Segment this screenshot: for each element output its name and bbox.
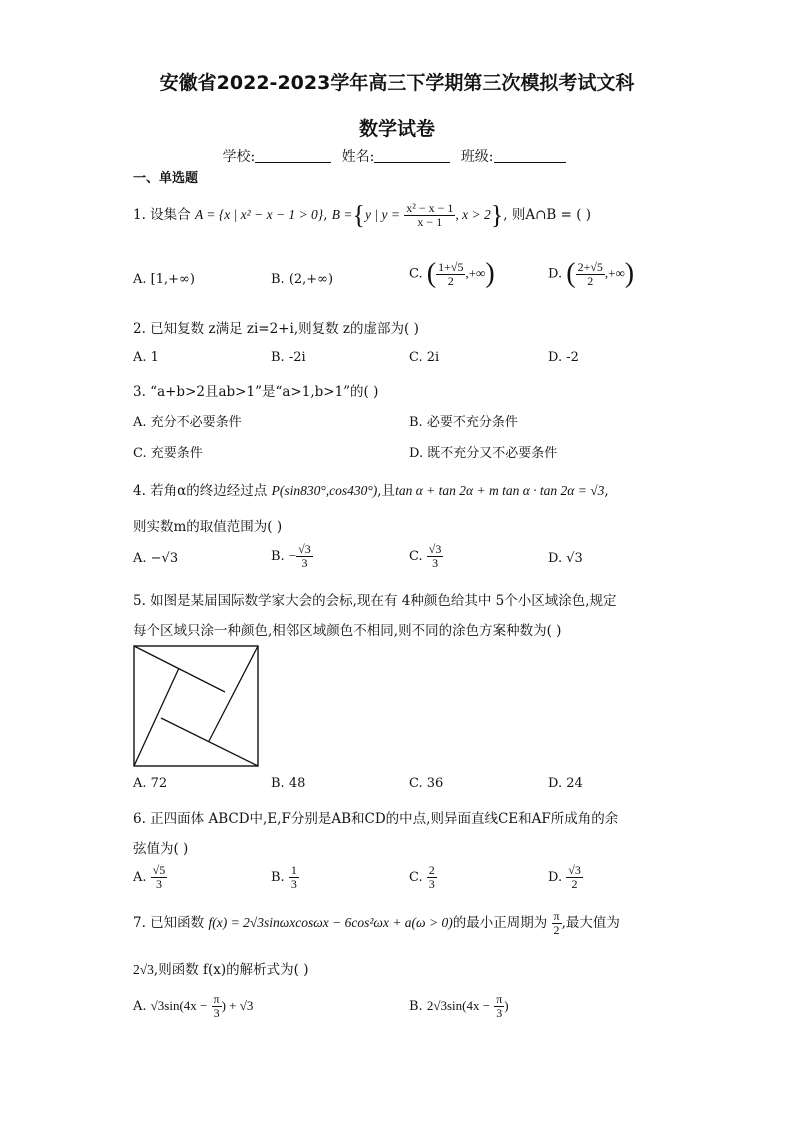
- q6-opt-c-num: 2: [428, 863, 435, 877]
- school-blank[interactable]: [255, 148, 331, 163]
- name-blank[interactable]: [374, 148, 450, 163]
- q1-opt-c-tail: ,+∞: [465, 265, 486, 281]
- q6-opt-d-num: √3: [568, 863, 581, 877]
- q7-opt-b-post: ): [504, 998, 509, 1013]
- q2-option-d[interactable]: D. -2: [548, 350, 579, 365]
- q3-option-a[interactable]: A. 充分不必要条件: [133, 415, 242, 430]
- q4-option-d[interactable]: D. √3: [548, 551, 583, 566]
- school-label: 学校:: [222, 149, 256, 165]
- q1-opt-d-num: 2+√5: [577, 259, 603, 274]
- q7-max-value: 2√3: [133, 962, 154, 977]
- q7-line-2-text: ,则函数 f(x)的解析式为( ): [153, 962, 309, 978]
- q7-opt-a-frac: [212, 993, 222, 1020]
- q6-opt-a-den: 3: [155, 877, 162, 891]
- q7-period-num: π: [553, 909, 560, 923]
- emblem-line-bottom: [161, 718, 258, 766]
- q1-opt-c-num: 1+√5: [438, 259, 464, 274]
- q7-opt-b-num: π: [496, 992, 503, 1006]
- q1-opt-d-den: 2: [587, 273, 594, 288]
- q6-opt-c-frac: [427, 864, 437, 891]
- q7-period-den: 2: [553, 923, 560, 937]
- q7-opt-b-label: B.: [409, 999, 423, 1014]
- q7-opt-a-num: π: [213, 992, 220, 1006]
- q7-opt-a-post: ) + √3: [221, 998, 254, 1013]
- question-5-line-1: 5. 如图是某届国际数学家大会的会标,现在有 4种颜色给其中 5个小区域涂色,规定: [133, 593, 617, 609]
- emblem-line-left: [134, 668, 179, 766]
- q5-option-c[interactable]: C. 36: [409, 776, 444, 791]
- q1-opt-d-frac: [576, 261, 605, 288]
- question-7: [133, 908, 620, 938]
- q4-opt-c-num: √3: [428, 542, 442, 556]
- q4-stem-b: ,且: [377, 483, 396, 499]
- q1-set-b-cond: , x > 2: [455, 207, 491, 222]
- question-3: 3. “a+b>2且ab>1”是“a>1,b>1”的( ): [133, 384, 379, 400]
- q4-option-c[interactable]: [409, 543, 443, 570]
- q6-option-b[interactable]: [271, 864, 299, 891]
- q6-opt-d-frac: [566, 864, 583, 891]
- q4-opt-b-sign: −: [288, 548, 297, 563]
- q6-opt-b-label: B.: [271, 870, 285, 885]
- q4-opt-c-den: 3: [432, 556, 439, 570]
- q4-line-2: 则实数m的取值范围为( ): [133, 519, 283, 535]
- q3-option-c[interactable]: C. 充要条件: [133, 446, 203, 461]
- question-5-line-2: 每个区域只涂一种颜色,相邻区域颜色不相同,则不同的涂色方案种数为( ): [133, 623, 562, 639]
- q3-option-b[interactable]: B. 必要不充分条件: [409, 415, 518, 430]
- q1-opt-d-label: D.: [548, 266, 563, 282]
- q6-opt-c-den: 3: [428, 877, 435, 891]
- q7-function: f(x) = 2√3sinωxcosωx − 6cos²ωx + a(ω > 0): [208, 915, 453, 930]
- q6-opt-a-frac: [151, 864, 168, 891]
- q4-stem-a: 4. 若角α的终边经过点: [133, 483, 268, 499]
- q6-opt-d-den: 2: [571, 877, 578, 891]
- q4-opt-b-num: √3: [298, 542, 311, 556]
- q6-opt-a-label: A.: [133, 870, 147, 885]
- q4-opt-c-label: C.: [409, 549, 423, 564]
- q1-frac-num: x² − x − 1: [406, 201, 454, 215]
- q6-option-c[interactable]: [409, 864, 437, 891]
- paren-left: (: [426, 258, 437, 289]
- q1-brace-right: }: [490, 200, 504, 230]
- q1-option-b[interactable]: B. (2,+∞): [271, 272, 334, 287]
- section-title: 一、单选题: [133, 171, 199, 186]
- q7-period-frac: [552, 910, 562, 937]
- q1-set-b-y: y | y =: [365, 207, 400, 222]
- q1-opt-c-frac: [436, 261, 465, 288]
- q7-opt-b-pre: 2√3sin(4x −: [426, 998, 491, 1013]
- q2-option-b[interactable]: B. -2i: [271, 350, 306, 365]
- q1-prefix: 1. 设集合: [133, 207, 191, 223]
- q1-option-d[interactable]: [548, 258, 634, 290]
- q4-point: P(sin830°,cos430°): [271, 483, 378, 498]
- paren-left: (: [566, 258, 576, 289]
- question-4: [133, 479, 609, 499]
- question-1: [133, 202, 591, 229]
- q7-stem-b: 的最小正周期为: [452, 915, 548, 931]
- paren-right: ): [624, 258, 635, 289]
- q1-opt-c-label: C.: [409, 266, 423, 282]
- q7-opt-a-pre: √3sin(4x −: [150, 998, 208, 1013]
- name-label: 姓名:: [341, 149, 375, 165]
- emblem-outer-square: [134, 646, 258, 766]
- q6-opt-d-label: D.: [548, 870, 563, 885]
- q2-option-c[interactable]: C. 2i: [409, 350, 440, 365]
- q1-option-a[interactable]: A. [1,+∞): [133, 272, 195, 287]
- page-subtitle: 数学试卷: [358, 118, 435, 140]
- q5-option-d[interactable]: D. 24: [548, 776, 583, 791]
- q4-option-a[interactable]: A. −√3: [133, 551, 179, 566]
- class-blank[interactable]: [494, 148, 566, 163]
- question-6-line-1: 6. 正四面体 ABCD中,E,F分别是AB和CD的中点,则异面直线CE和AF所成角的余: [133, 811, 619, 827]
- question-2: 2. 已知复数 z满足 zi=2+i,则复数 z的虚部为( ): [133, 321, 419, 337]
- q6-option-a[interactable]: [133, 864, 167, 891]
- q7-stem-c: ,最大值为: [561, 915, 620, 931]
- q3-option-d[interactable]: D. 既不充分又不必要条件: [409, 446, 558, 461]
- q7-opt-b-den: 3: [496, 1006, 503, 1020]
- q4-opt-b-label: B.: [271, 549, 285, 564]
- congress-emblem-figure: [133, 645, 259, 767]
- q7-stem-a: 7. 已知函数: [133, 915, 205, 931]
- q7-opt-b-frac: [494, 993, 504, 1020]
- q1-comma: ,: [323, 207, 328, 223]
- class-label: 班级:: [460, 149, 494, 165]
- q6-opt-b-frac: [289, 864, 299, 891]
- q2-option-a[interactable]: A. 1: [133, 350, 159, 365]
- q5-option-a[interactable]: A. 72: [133, 776, 168, 791]
- q6-opt-b-num: 1: [290, 863, 297, 877]
- q6-opt-b-den: 3: [290, 877, 297, 891]
- page-title: 安徽省2022-2023学年高三下学期第三次模拟考试文科: [159, 72, 635, 94]
- q7-opt-a-label: A.: [133, 999, 147, 1014]
- q7-opt-a-den: 3: [213, 1006, 220, 1020]
- q1-opt-c-den: 2: [447, 273, 454, 288]
- q4-equation: tan α + tan 2α + m tan α · tan 2α = √3: [395, 483, 605, 498]
- student-info: [0, 146, 794, 166]
- q1-frac-den: x − 1: [417, 215, 443, 229]
- q6-opt-c-label: C.: [409, 870, 423, 885]
- q1-opt-d-tail: ,+∞: [604, 265, 625, 281]
- q1-tail: , 则A∩B = ( ): [503, 207, 592, 223]
- q7-line-2: [133, 958, 308, 978]
- q4-option-b[interactable]: [271, 543, 313, 570]
- q7-option-b[interactable]: [409, 993, 509, 1020]
- q6-opt-a-num: √5: [152, 863, 166, 877]
- q1-set-a: A = {x | x² − x − 1 > 0}: [194, 207, 324, 222]
- q4-stem-c: ,: [604, 483, 609, 499]
- q4-opt-b-den: 3: [301, 556, 308, 570]
- question-6-line-2: 弦值为( ): [133, 841, 189, 857]
- q1-set-b-lead: B =: [331, 207, 353, 222]
- q1-brace-left: {: [352, 200, 366, 230]
- q6-option-d[interactable]: [548, 864, 583, 891]
- q7-option-a[interactable]: [133, 993, 253, 1020]
- q4-opt-b-frac: [296, 543, 313, 570]
- paren-right: ): [485, 258, 495, 289]
- q5-option-b[interactable]: B. 48: [271, 776, 306, 791]
- emblem-line-right: [209, 646, 258, 741]
- q1-fraction: [404, 202, 455, 229]
- q1-option-c[interactable]: [409, 258, 495, 290]
- emblem-line-top: [134, 646, 225, 692]
- q4-opt-c-frac: [427, 543, 444, 570]
